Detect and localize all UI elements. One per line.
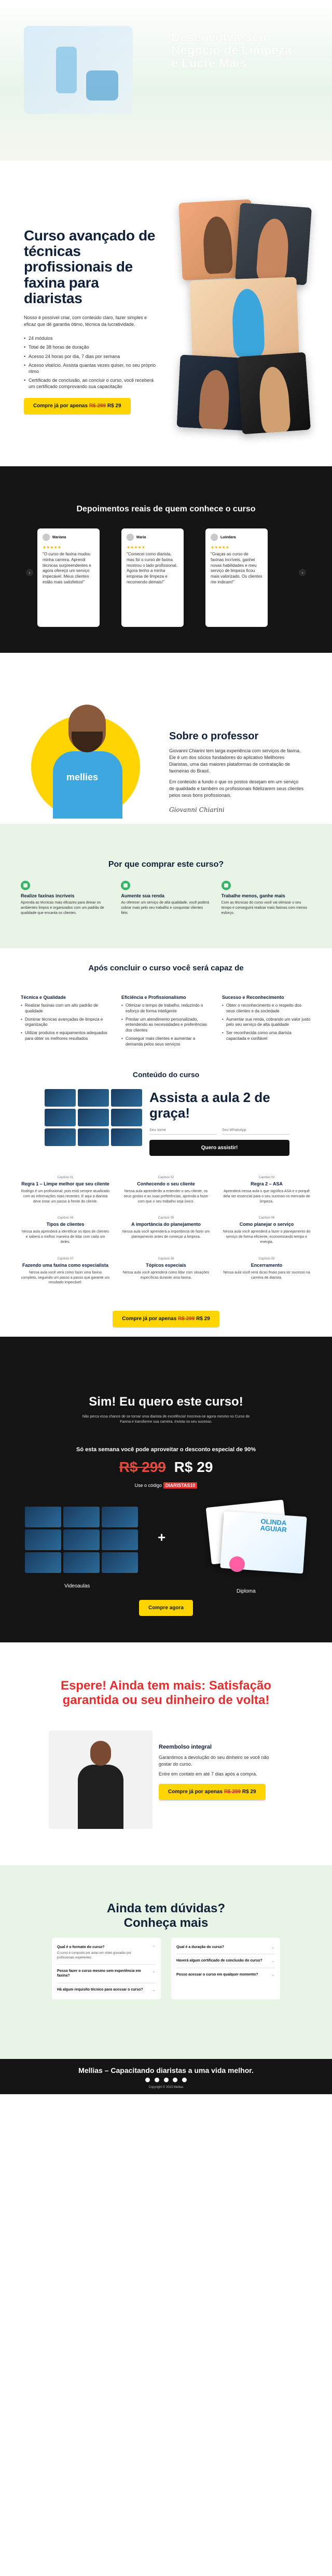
abilities-column: [121, 995, 211, 1050]
diploma-brand: OLINDA AGUIAR: [260, 1517, 287, 1534]
module-item: [121, 1176, 211, 1204]
course-bullets: [24, 335, 159, 390]
module-title: Tipos de clientes: [46, 1222, 85, 1227]
testimonial-quote: "Comecei como diarista, mas foi o curso de faxina mostrou o lado profissional. Agora tenho a minha empresa de limpeza e recomendo demais!": [127, 552, 177, 584]
chevron-up-icon: ⌃: [152, 1945, 156, 1950]
guarantee-title: Espere! Ainda tem mais: Satisfação garantida ou seu dinheiro de volta!: [61, 1679, 271, 1707]
hero-title: Desenvolva Seu Negócio de Limpeza e Lucre Mais: [171, 31, 292, 71]
testimonial-quote: "Graças ao curso de faxinas incríveis, ganhei novas habilidades e meu serviço de limpeza ficou mais valorizado. Os clientes me indicam!": [211, 552, 262, 584]
module-chapter: Capítulo 09: [258, 1257, 275, 1261]
whatsapp-field[interactable]: Seu WhatsApp: [222, 1126, 289, 1135]
module-chapter: Capítulo 07: [57, 1257, 74, 1261]
video-thumbnail[interactable]: [111, 1109, 142, 1126]
module-description: Nessa aula você aprenderá a importância de fazer um planejamento antes de começar a limpeza.: [122, 1230, 210, 1239]
chevron-down-icon: ⌄: [271, 1945, 275, 1950]
module-item: [21, 1217, 110, 1244]
video-thumbnail[interactable]: [45, 1089, 76, 1107]
name-field[interactable]: Seu nome: [149, 1126, 217, 1135]
faq-item[interactable]: [57, 1941, 156, 1965]
whatsapp-icon[interactable]: [182, 2078, 187, 2082]
avatar: [43, 534, 50, 541]
rating-stars: ★★★★★: [43, 545, 61, 550]
offer-section: [0, 1337, 332, 1642]
social-icons: [0, 2078, 332, 2084]
abilities-column: [21, 995, 110, 1050]
module-description: Nessa aula aprenderão a entender o seu cliente, os seus gostos e as suas preferências, aprenda a fazer com que o seu trabalho seja único.: [123, 1190, 209, 1204]
buy-button[interactable]: [113, 1311, 219, 1327]
chevron-down-icon: ⌄: [152, 1968, 156, 1973]
ability-item: • Utilizar produtos e equipamentos adequados para obter os melhores resultados: [21, 1031, 110, 1042]
course-section: [0, 161, 332, 466]
why-item-text: Com as técnicas do curso você vai otimizar o seu tempo e conseguirá realizar mais faxinas com menos esforço.: [221, 901, 308, 915]
new-price: R$ 29: [174, 1459, 213, 1475]
module-description: Aprenderá nessa aula o que significa ASA e o porquê dela ser essencial para o seu sucesso no mercado de limpeza.: [223, 1190, 310, 1204]
new-price: R$ 29: [242, 1789, 256, 1795]
faq-section: [0, 1865, 332, 2059]
mellies-logo: mellies: [66, 772, 99, 782]
testimonial-card: [121, 528, 184, 627]
guarantee-block-title: Reembolso integral: [159, 1744, 212, 1750]
module-item: [121, 1257, 211, 1285]
faq-item[interactable]: [176, 1954, 275, 1968]
testimonial-card: [37, 528, 100, 627]
professor-title: Sobre o professor: [169, 731, 259, 742]
why-item-text: Ao oferecer um serviço de alta qualidade, você poderá cobrar mais pelo seu trabalho e conquistar clientes fiéis.: [121, 901, 209, 915]
coupon-code: DIARISTAS10: [163, 1482, 198, 1489]
ability-item: • Realizar faxinas com um alto padrão de qualidade: [21, 1003, 110, 1014]
module-chapter: Capítulo 03: [258, 1176, 275, 1179]
faq-grid: [52, 1938, 280, 1999]
offer-subtitle: Só esta semana você pode aproveitar o desconto especial de 90%: [76, 1447, 256, 1453]
video-thumbnail[interactable]: [111, 1128, 142, 1146]
course-text: [24, 228, 159, 414]
clock-icon: [222, 881, 231, 890]
abilities-column-title: Técnica e Qualidade: [21, 995, 66, 1000]
faq-question: Qual é o formato do curso?: [57, 1945, 105, 1949]
module-chapter: Capítulo 08: [158, 1257, 174, 1261]
buy-now-button[interactable]: Compre agora: [139, 1600, 193, 1616]
why-item-title: Aumente sua renda: [121, 893, 164, 898]
video-thumbnail[interactable]: [78, 1128, 109, 1146]
buy-button-prefix: Compre já por apenas: [122, 1316, 177, 1322]
abilities-column: [222, 995, 311, 1050]
guarantee-section: [0, 1642, 332, 1865]
module-description: Nessa aula você verá dicas finais para ter sucesso na carreira de diarista.: [223, 1270, 310, 1280]
module-title: Tópicos especiais: [146, 1262, 186, 1268]
module-item: [21, 1176, 110, 1204]
coupon-prefix: Use o código: [134, 1483, 162, 1488]
module-chapter: Capítulo 04: [57, 1217, 74, 1220]
module-description: Rodrigo é um profissional, pois está sempre atualizado com as informações mais recentes. E aqui a diarista deve estar um passo à frente do cliente.: [21, 1190, 110, 1204]
professor-signature: Giovanni Chiarini: [169, 806, 225, 814]
footer-title: Mellias – Capacitando diaristas a uma vida melhor.: [78, 2066, 254, 2074]
photo-collage: [175, 201, 309, 445]
faq-answer: O curso é composto por aulas em vídeo gravadas por profissionais experientes.: [57, 1952, 132, 1959]
youtube-icon[interactable]: [164, 2078, 169, 2082]
abilities-grid: [21, 995, 311, 1050]
plus-icon: +: [158, 1529, 166, 1545]
faq-item[interactable]: [176, 1941, 275, 1954]
module-chapter: Capítulo 05: [158, 1217, 174, 1220]
offer-text: Não perca essa chance de se tornar uma diarista de excelência! Inscreva-se agora mesmo no Curso de Faxina e transforme sua carreira. Invista no seu sucesso.: [82, 1415, 250, 1424]
offer-title: Sim! Eu quero este curso!: [89, 1395, 243, 1409]
bucket-icon: [86, 70, 118, 101]
faq-item[interactable]: [57, 1965, 156, 1983]
old-price: R$ 299: [89, 403, 106, 409]
faq-item[interactable]: [176, 1968, 275, 1981]
ability-item: • Obter o reconhecimento e o respeito dos seus clientes e da sociedade: [222, 1003, 311, 1014]
guarantee-text-2: Entre em contato em até 7 dias após a compra.: [159, 1771, 257, 1777]
rating-stars: ★★★★★: [127, 545, 145, 550]
ability-item: • Prestar um atendimento personalizado, entendendo as necessidades e preferências dos clientes: [121, 1017, 211, 1034]
videoaulas-label: Videoaulas: [64, 1583, 90, 1589]
professor-photo: [24, 684, 148, 819]
hero-illustration: [24, 26, 133, 114]
course-bullet: • 24 módulos: [24, 335, 159, 341]
module-description: Nessa aula você aprenderá como lidar com situações específicas durante uma faxina.: [122, 1270, 210, 1280]
module-chapter: Capítulo 06: [258, 1217, 275, 1220]
old-price: R$ 299: [178, 1316, 195, 1322]
why-section: [0, 824, 332, 948]
new-price: R$ 29: [196, 1316, 210, 1322]
diploma-image: [198, 1498, 307, 1581]
professor-bio-2: Em conteúdo a fundo o que os postos desejam em um serviço de qualidade e também os profissionais fidelizarem seus clientes pelos seus bons profissionais.: [169, 779, 304, 798]
ability-item: • Dominar técnicas avançadas de limpeza e organização: [21, 1017, 110, 1028]
testimonial-name: Luíndara: [220, 535, 236, 539]
why-title: Por que comprar este curso?: [108, 860, 224, 869]
faq-column: [52, 1938, 161, 1999]
old-price: R$ 299: [224, 1789, 241, 1795]
course-intro: Nosso é possível criar, com conteúdo claro, fazer simples e eficaz que dê garantia ótimo, técnica da lucratividade.: [24, 315, 147, 327]
abilities-column-title: Sucesso e Reconhecimento: [222, 995, 284, 1000]
why-item: [21, 881, 110, 916]
buy-button-prefix: Compre já por apenas: [33, 403, 88, 409]
why-item: [121, 881, 211, 916]
buy-button[interactable]: [159, 1784, 266, 1800]
carousel-prev-arrow-icon[interactable]: ‹: [26, 569, 33, 576]
old-price: R$ 299: [119, 1459, 166, 1475]
free-lesson-title: Assista a aula 2 de graça!: [149, 1090, 270, 1121]
ability-item: • Conseguir mais clientes e aumentar a demanda pelos seus serviços: [121, 1036, 211, 1048]
video-thumbnail[interactable]: [78, 1109, 109, 1126]
avatar: [127, 534, 134, 541]
course-bullet: • Acesso 24 horas por dia, 7 dias por semana: [24, 353, 159, 360]
video-thumbnail[interactable]: [45, 1128, 76, 1146]
diploma-label: Diploma: [237, 1588, 256, 1594]
course-title: Curso avançado de técnicas profissionais de faxina para diaristas: [24, 227, 156, 306]
professor-bio: Giovanni Chiarini tem larga experiência com serviços de faxina. Ele é um dos sócios fundadores do aplicativo Mellhores Diaristas, uma das maiores plataformas de contratação de faxineiras do Brasil.: [169, 748, 301, 774]
faq-question: Posso acessar o curso em qualquer momento?: [176, 1972, 258, 1977]
module-description: Nessa aula aprenderá a identificar os tipos de clientes e saberá a melhor maneira de lidar com cada um deles.: [21, 1230, 109, 1244]
ability-item: • Otimizar o tempo de trabalho, reduzindo o esforço de forma inteligente: [121, 1003, 211, 1014]
offer-price: [0, 1459, 332, 1476]
footer-copyright: Copyright © 2023 Mellias: [148, 2086, 184, 2089]
module-item: [222, 1217, 311, 1244]
abilities-column-title: Eficiência e Profissionalismo: [121, 995, 186, 1000]
module-title: Encerramento: [251, 1262, 283, 1268]
instagram-icon[interactable]: [155, 2078, 159, 2082]
course-bullet: • Acesso vitalício. Assista quantas vezes quiser, no seu próprio ritmo: [24, 362, 159, 375]
faq-column: [171, 1938, 280, 1999]
faq-question: Qual é a duração do curso?: [176, 1945, 225, 1949]
footer: [0, 2059, 332, 2094]
module-title: Regra 2 – ASA: [251, 1181, 283, 1186]
faq-question: Posso fazer o curso mesmo sem experiência em faxina?: [57, 1969, 141, 1978]
module-item: [222, 1176, 311, 1204]
new-price: R$ 29: [107, 403, 121, 409]
collage-photo: [235, 203, 312, 285]
why-item-title: Trabalhe menos, ganhe mais: [221, 893, 285, 898]
buy-button[interactable]: [24, 398, 131, 414]
money-icon: [121, 881, 130, 890]
carousel-next-arrow-icon[interactable]: ›: [299, 569, 306, 576]
testimonials-title: Depoimentos reais de quem conhece o curso: [76, 505, 256, 513]
abilities-section: [0, 948, 332, 1337]
content-title: Conteúdo do curso: [132, 1070, 200, 1079]
faq-question: Há algum requisito técnico para acessar o curso?: [57, 1987, 143, 1992]
spray-bottle-icon: [56, 47, 77, 93]
video-thumbnail[interactable]: [45, 1109, 76, 1126]
testimonial-card: [205, 528, 268, 627]
module-item: [121, 1217, 211, 1244]
free-lesson-form: [149, 1090, 289, 1156]
ability-item: • Aumentar sua renda, cobrando um valor justo pelo seu serviço de alta qualidade: [222, 1017, 311, 1028]
module-item: [222, 1257, 311, 1285]
hero-section: [0, 0, 332, 161]
module-item: [21, 1257, 110, 1285]
chevron-down-icon: ⌄: [271, 1958, 275, 1964]
testimonials-carousel: [26, 520, 306, 634]
why-item-title: Realize faxinas incríveis: [21, 893, 75, 898]
coupon-line: [0, 1483, 332, 1488]
chevron-down-icon: ⌄: [271, 1972, 275, 1977]
rating-stars: ★★★★★: [211, 545, 229, 550]
testimonial-name: Maria: [136, 535, 146, 539]
module-chapter: Capítulo 02: [158, 1176, 174, 1179]
module-title: A importância do planejamento: [131, 1222, 201, 1227]
module-title: Como planejar o serviço: [239, 1222, 294, 1227]
course-bullet: • Certificado de conclusão, ao concluir o curso, você receberá um certificado comprovando sua capacitação: [24, 377, 159, 390]
professor-section: [0, 653, 332, 824]
faq-question: Haverá algum certificado de conclusão do curso?: [176, 1959, 262, 1963]
modules-grid: [21, 1176, 311, 1285]
testimonial-name: Mariana: [52, 535, 66, 539]
module-title: Conhecendo o seu cliente: [137, 1181, 195, 1186]
video-thumbnails: [45, 1089, 143, 1167]
abilities-title: Após concluir o curso você será capaz de: [88, 964, 244, 972]
why-item: [222, 881, 311, 916]
module-title: Fazendo uma faxina como especialista: [22, 1262, 109, 1268]
check-icon: [21, 881, 30, 890]
video-thumbnail[interactable]: [111, 1089, 142, 1107]
videoaulas-image: [25, 1507, 138, 1576]
faq-title: Ainda tem dúvidas? Conheça mais: [106, 1901, 226, 1930]
faq-item[interactable]: [57, 1983, 156, 1996]
guarantee-text: [159, 1744, 283, 1800]
module-description: Nessa aula você aprenderá a fazer o planejamento do serviço de forma eficiente, economizando tempo e energia.: [223, 1230, 311, 1244]
collage-photo: [237, 352, 311, 435]
guarantee-text-1: Garantimos a devolução do seu dinheiro se você não gostar do curso.: [159, 1755, 269, 1767]
chevron-down-icon: ⌄: [152, 1987, 156, 1992]
course-bullet: • Total de 38 horas de duração: [24, 344, 159, 350]
module-title: Regra 1 – Limpe melhor que seu cliente: [21, 1181, 109, 1186]
why-item-text: Aprenda as técnicas mais eficazes para deixar os ambientes limpos e organizados com um padrão de qualidade que encanta os clientes.: [21, 901, 104, 915]
professor-text: [169, 731, 304, 813]
module-description: Nessa aula você verá como fazer uma faxina completa, seguindo um passo a passo que garante um resultado impecável.: [21, 1270, 110, 1285]
facebook-icon[interactable]: [145, 2078, 150, 2082]
linkedin-icon[interactable]: [173, 2078, 177, 2082]
guarantee-photo: [49, 1730, 153, 1829]
video-thumbnail[interactable]: [78, 1089, 109, 1107]
ability-item: • Ser reconhecida como uma diarista capacitada e confiável: [222, 1031, 311, 1042]
buy-button-prefix: Compre já por apenas: [168, 1789, 223, 1795]
collage-photo: [189, 277, 299, 358]
avatar: [211, 534, 218, 541]
testimonials-section: [0, 466, 332, 653]
watch-button[interactable]: Quero assistir!: [149, 1140, 289, 1156]
testimonial-quote: "O curso de faxina mudou minha carreira. Aprendi técnicas surpreendentes e agora ofereço um serviço impecável. Meus clientes estão mais satisfeitos!": [43, 552, 91, 584]
why-grid: [21, 881, 311, 916]
module-chapter: Capítulo 01: [57, 1176, 74, 1179]
